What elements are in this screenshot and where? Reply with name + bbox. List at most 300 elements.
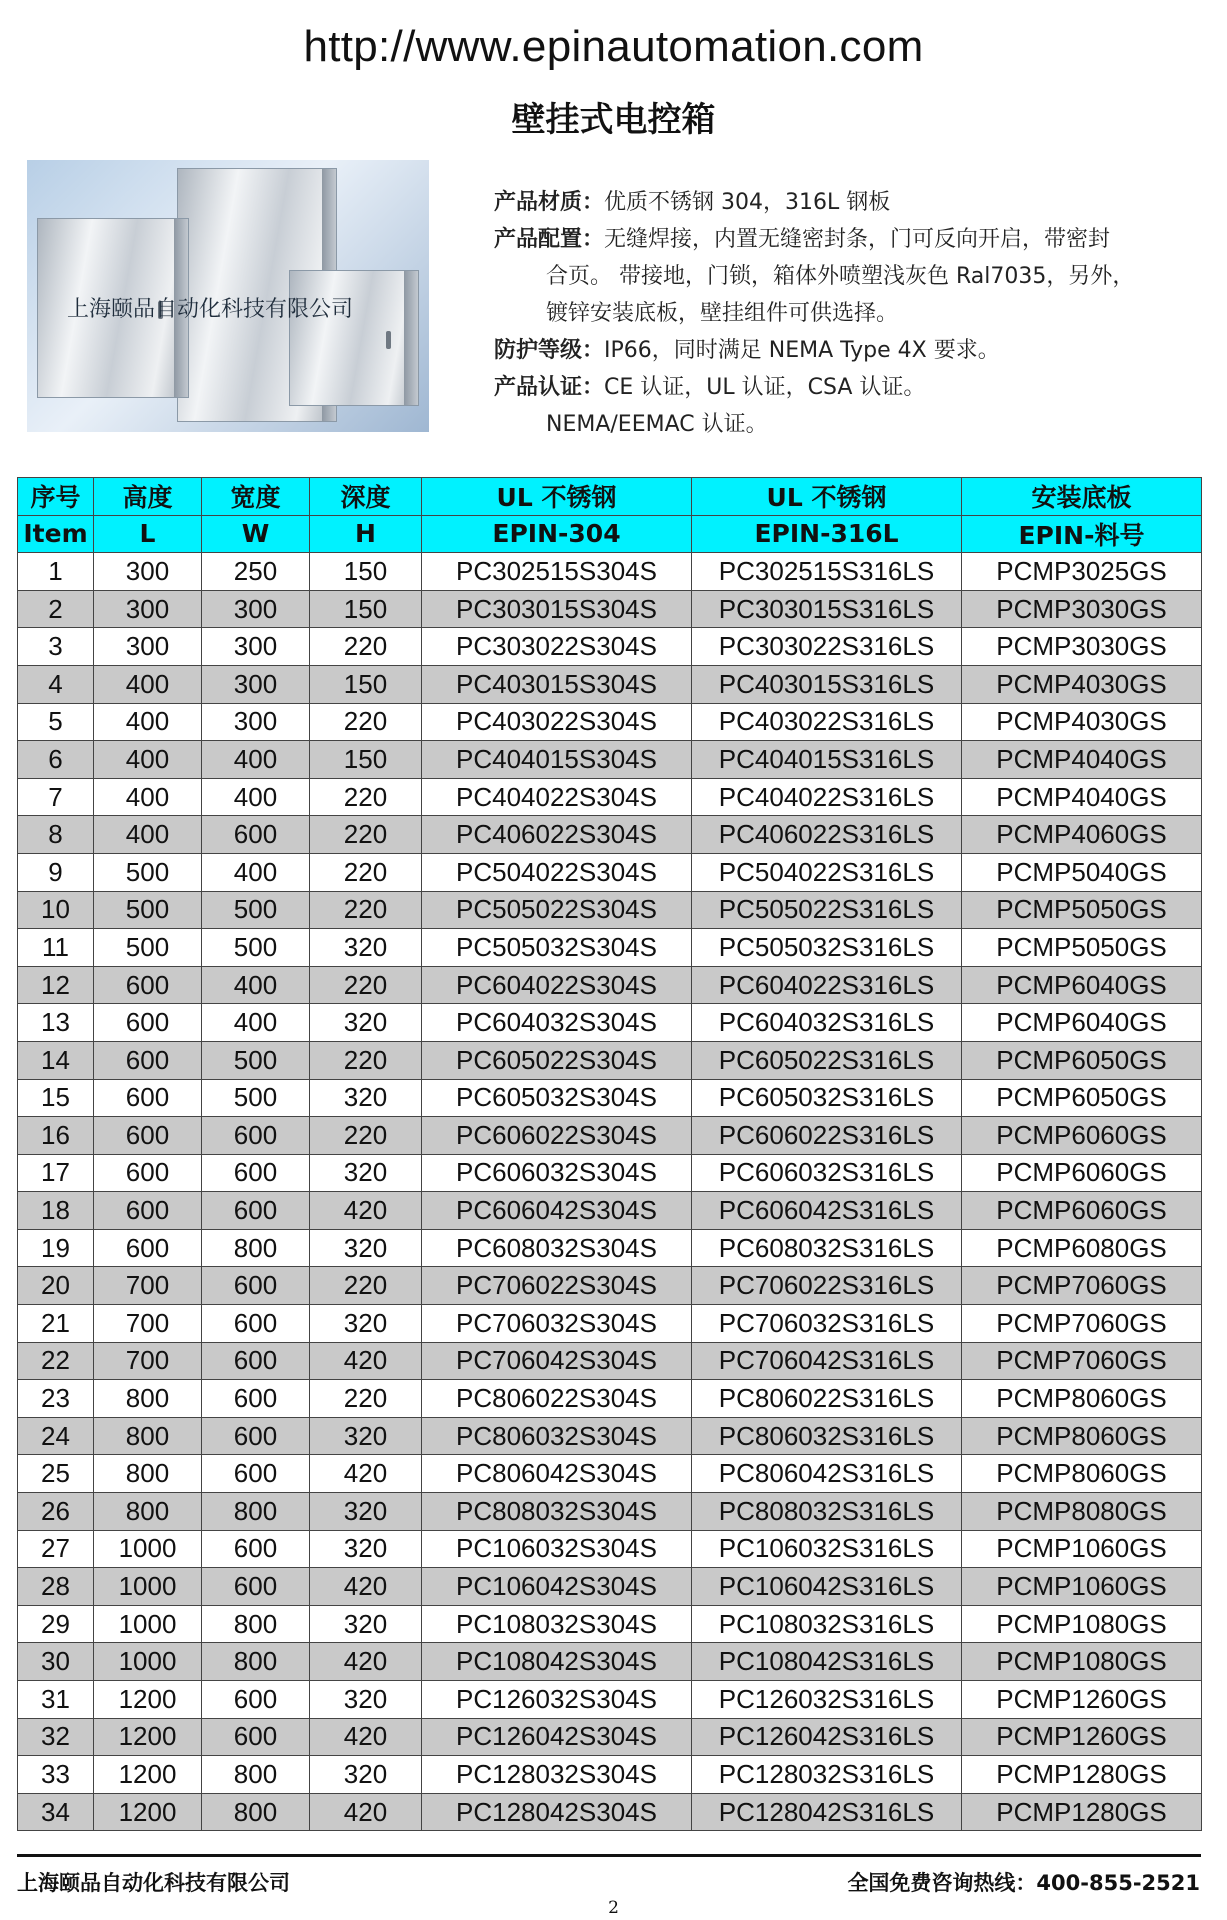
- table-cell: 29: [18, 1605, 94, 1643]
- table-cell: PCMP5050GS: [962, 929, 1202, 967]
- table-row: [18, 1079, 1202, 1117]
- table-cell: PC706042S304S: [422, 1342, 692, 1380]
- table-cell: 800: [202, 1605, 310, 1643]
- table-cell: PCMP1080GS: [962, 1643, 1202, 1681]
- table-cell: PC706042S316LS: [692, 1342, 962, 1380]
- table-cell: 320: [310, 1079, 422, 1117]
- table-cell: 12: [18, 966, 94, 1004]
- table-cell: 1: [18, 553, 94, 591]
- table-cell: PC108042S304S: [422, 1643, 692, 1681]
- table-row: [18, 1718, 1202, 1756]
- product-table: [17, 477, 1202, 1831]
- table-row: [18, 778, 1202, 816]
- table-cell: 17: [18, 1154, 94, 1192]
- table-row: [18, 590, 1202, 628]
- table-cell: PCMP4040GS: [962, 741, 1202, 779]
- table-cell: 600: [202, 1154, 310, 1192]
- table-cell: 8: [18, 816, 94, 854]
- table-cell: PC108032S304S: [422, 1605, 692, 1643]
- table-cell: 18: [18, 1192, 94, 1230]
- table-row: [18, 1793, 1202, 1831]
- table-cell: 1200: [94, 1718, 202, 1756]
- table-cell: 220: [310, 1041, 422, 1079]
- table-cell: PC808032S316LS: [692, 1493, 962, 1531]
- table-cell: 800: [94, 1380, 202, 1418]
- table-cell: 320: [310, 1605, 422, 1643]
- table-cell: 600: [202, 816, 310, 854]
- table-row: [18, 628, 1202, 666]
- table-cell: PCMP7060GS: [962, 1305, 1202, 1343]
- footer-company: 上海颐品自动化科技有限公司: [17, 1871, 290, 1895]
- table-cell: 600: [202, 1417, 310, 1455]
- table-cell: 15: [18, 1079, 94, 1117]
- table-row: [18, 1380, 1202, 1418]
- table-cell: 500: [202, 1079, 310, 1117]
- table-row: [18, 1305, 1202, 1343]
- table-row: [18, 1756, 1202, 1794]
- table-cell: 600: [94, 1117, 202, 1155]
- table-cell: PC126042S304S: [422, 1718, 692, 1756]
- table-row: [18, 1229, 1202, 1267]
- header-cell: EPIN-料号: [962, 515, 1202, 553]
- table-cell: 1000: [94, 1643, 202, 1681]
- spec-config-label: 产品配置：: [494, 227, 605, 252]
- table-cell: 800: [202, 1793, 310, 1831]
- header-cell: UL 不锈钢: [692, 478, 962, 516]
- table-cell: PC404022S316LS: [692, 778, 962, 816]
- table-cell: PCMP8060GS: [962, 1380, 1202, 1418]
- table-cell: 5: [18, 703, 94, 741]
- table-cell: PCMP6050GS: [962, 1041, 1202, 1079]
- table-row: [18, 665, 1202, 703]
- table-cell: 420: [310, 1192, 422, 1230]
- table-cell: PC806022S316LS: [692, 1380, 962, 1418]
- table-cell: PC608032S316LS: [692, 1229, 962, 1267]
- table-cell: 400: [94, 703, 202, 741]
- table-cell: 600: [202, 1455, 310, 1493]
- table-row: [18, 1643, 1202, 1681]
- table-cell: PCMP6060GS: [962, 1192, 1202, 1230]
- table-cell: 420: [310, 1568, 422, 1606]
- table-cell: 320: [310, 1681, 422, 1719]
- spec-cert-value: CE 认证，UL 认证，CSA 认证。: [604, 375, 926, 400]
- table-cell: 1200: [94, 1681, 202, 1719]
- table-header-cn: [18, 478, 1202, 516]
- table-row: [18, 553, 1202, 591]
- table-cell: 220: [310, 966, 422, 1004]
- table-cell: 400: [202, 778, 310, 816]
- table-cell: PC106042S316LS: [692, 1568, 962, 1606]
- table-cell: PC126032S304S: [422, 1681, 692, 1719]
- table-row: [18, 1417, 1202, 1455]
- table-cell: 2: [18, 590, 94, 628]
- table-cell: 500: [202, 929, 310, 967]
- table-cell: 9: [18, 853, 94, 891]
- table-cell: 320: [310, 1305, 422, 1343]
- table-cell: 300: [202, 628, 310, 666]
- table-cell: 800: [94, 1455, 202, 1493]
- spec-material-value: 优质不锈钢 304，316L 钢板: [604, 190, 891, 215]
- table-cell: 500: [202, 1041, 310, 1079]
- table-cell: PC504022S316LS: [692, 853, 962, 891]
- header-cell: 深度: [310, 478, 422, 516]
- table-row: [18, 816, 1202, 854]
- table-cell: 600: [94, 1004, 202, 1042]
- table-cell: 27: [18, 1530, 94, 1568]
- table-cell: 600: [202, 1117, 310, 1155]
- table-row: [18, 1605, 1202, 1643]
- table-cell: 150: [310, 553, 422, 591]
- table-cell: 600: [202, 1530, 310, 1568]
- header-cell: 宽度: [202, 478, 310, 516]
- table-cell: 1200: [94, 1756, 202, 1794]
- table-cell: PC302515S316LS: [692, 553, 962, 591]
- table-cell: 4: [18, 665, 94, 703]
- table-cell: 16: [18, 1117, 94, 1155]
- table-cell: PC108042S316LS: [692, 1643, 962, 1681]
- table-cell: 22: [18, 1342, 94, 1380]
- page-title: 壁挂式电控箱: [511, 100, 716, 140]
- table-cell: 700: [94, 1342, 202, 1380]
- table-cell: 400: [94, 816, 202, 854]
- table-row: [18, 1568, 1202, 1606]
- table-cell: 6: [18, 741, 94, 779]
- table-cell: PCMP1260GS: [962, 1681, 1202, 1719]
- table-row: [18, 1004, 1202, 1042]
- table-cell: 14: [18, 1041, 94, 1079]
- table-cell: PC505032S316LS: [692, 929, 962, 967]
- table-row: [18, 1192, 1202, 1230]
- table-cell: 11: [18, 929, 94, 967]
- table-cell: PC808032S304S: [422, 1493, 692, 1531]
- table-row: [18, 1530, 1202, 1568]
- table-cell: PCMP4040GS: [962, 778, 1202, 816]
- table-cell: PC404015S316LS: [692, 741, 962, 779]
- table-header-en: [18, 515, 1202, 553]
- table-cell: PC403015S316LS: [692, 665, 962, 703]
- table-cell: PC406022S304S: [422, 816, 692, 854]
- table-cell: 1000: [94, 1568, 202, 1606]
- table-cell: 220: [310, 778, 422, 816]
- table-cell: PCMP3030GS: [962, 590, 1202, 628]
- table-cell: 500: [94, 853, 202, 891]
- table-cell: PCMP8060GS: [962, 1455, 1202, 1493]
- table-cell: PCMP1280GS: [962, 1793, 1202, 1831]
- table-cell: PCMP8080GS: [962, 1493, 1202, 1531]
- table-cell: PC806042S316LS: [692, 1455, 962, 1493]
- table-cell: 700: [94, 1267, 202, 1305]
- spec-cert-line2: NEMA/EEMAC 认证。: [546, 412, 768, 437]
- table-cell: 300: [202, 590, 310, 628]
- table-cell: 220: [310, 1117, 422, 1155]
- table-cell: 800: [202, 1229, 310, 1267]
- table-cell: 320: [310, 1756, 422, 1794]
- table-cell: PC106032S316LS: [692, 1530, 962, 1568]
- spec-protection-value: IP66，同时满足 NEMA Type 4X 要求。: [604, 338, 1000, 363]
- table-cell: PC128042S316LS: [692, 1793, 962, 1831]
- table-cell: PCMP3030GS: [962, 628, 1202, 666]
- table-cell: PCMP3025GS: [962, 553, 1202, 591]
- spec-cert-label: 产品认证：: [494, 375, 605, 400]
- table-cell: PC606042S316LS: [692, 1192, 962, 1230]
- table-cell: 19: [18, 1229, 94, 1267]
- table-cell: PCMP6060GS: [962, 1154, 1202, 1192]
- table-cell: PCMP5050GS: [962, 891, 1202, 929]
- table-cell: 220: [310, 703, 422, 741]
- table-cell: 600: [202, 1380, 310, 1418]
- table-cell: 320: [310, 1417, 422, 1455]
- spec-material-label: 产品材质：: [494, 190, 605, 215]
- table-cell: 420: [310, 1643, 422, 1681]
- table-cell: 150: [310, 741, 422, 779]
- table-cell: PC606032S304S: [422, 1154, 692, 1192]
- table-cell: PC106032S304S: [422, 1530, 692, 1568]
- table-cell: PC606042S304S: [422, 1192, 692, 1230]
- table-cell: 600: [94, 1079, 202, 1117]
- table-cell: 320: [310, 1493, 422, 1531]
- table-cell: PCMP4060GS: [962, 816, 1202, 854]
- header-cell: W: [202, 515, 310, 553]
- table-cell: 400: [94, 665, 202, 703]
- header-cell: 高度: [94, 478, 202, 516]
- table-cell: PCMP4030GS: [962, 665, 1202, 703]
- table-cell: 21: [18, 1305, 94, 1343]
- table-cell: 600: [94, 1192, 202, 1230]
- table-cell: 420: [310, 1342, 422, 1380]
- spec-config-line1: 无缝焊接，内置无缝密封条，门可反向开启，带密封: [604, 227, 1111, 252]
- table-cell: 3: [18, 628, 94, 666]
- table-cell: 600: [202, 1568, 310, 1606]
- table-cell: 320: [310, 1004, 422, 1042]
- table-cell: 600: [94, 1229, 202, 1267]
- table-cell: 32: [18, 1718, 94, 1756]
- table-cell: PC505022S316LS: [692, 891, 962, 929]
- table-cell: PC806032S316LS: [692, 1417, 962, 1455]
- table-cell: PC504022S304S: [422, 853, 692, 891]
- table-cell: PC606032S316LS: [692, 1154, 962, 1192]
- header-cell: UL 不锈钢: [422, 478, 692, 516]
- table-cell: 320: [310, 1530, 422, 1568]
- table-cell: 500: [202, 891, 310, 929]
- table-cell: PCMP7060GS: [962, 1267, 1202, 1305]
- table-cell: PC608032S304S: [422, 1229, 692, 1267]
- table-cell: PCMP6040GS: [962, 1004, 1202, 1042]
- table-cell: 800: [202, 1756, 310, 1794]
- table-cell: PC404015S304S: [422, 741, 692, 779]
- table-cell: PCMP7060GS: [962, 1342, 1202, 1380]
- table-cell: 220: [310, 853, 422, 891]
- table-cell: 800: [202, 1643, 310, 1681]
- table-cell: 400: [202, 741, 310, 779]
- table-cell: PC706032S304S: [422, 1305, 692, 1343]
- table-row: [18, 1041, 1202, 1079]
- table-cell: PC303015S304S: [422, 590, 692, 628]
- product-photo: [27, 160, 429, 432]
- spec-config-line2: 合页。 带接地，门锁，箱体外喷塑浅灰色 Ral7035，另外，: [546, 264, 1135, 289]
- enclosure-small: [289, 270, 419, 406]
- spec-config: [494, 221, 1194, 258]
- table-cell: 420: [310, 1793, 422, 1831]
- table-row: [18, 853, 1202, 891]
- table-cell: 500: [94, 929, 202, 967]
- table-cell: 300: [202, 703, 310, 741]
- table-cell: 600: [94, 1041, 202, 1079]
- table-row: [18, 1681, 1202, 1719]
- table-cell: 320: [310, 929, 422, 967]
- table-cell: PC706022S304S: [422, 1267, 692, 1305]
- table-cell: 600: [202, 1718, 310, 1756]
- table-cell: 400: [94, 778, 202, 816]
- table-cell: PC108032S316LS: [692, 1605, 962, 1643]
- header-cell: EPIN-316L: [692, 515, 962, 553]
- table-cell: 28: [18, 1568, 94, 1606]
- table-cell: 31: [18, 1681, 94, 1719]
- header-cell: L: [94, 515, 202, 553]
- table-cell: 26: [18, 1493, 94, 1531]
- table-cell: PC128032S304S: [422, 1756, 692, 1794]
- spec-protection-label: 防护等级：: [494, 338, 605, 363]
- table-cell: 600: [202, 1267, 310, 1305]
- table-row: [18, 1117, 1202, 1155]
- table-cell: PCMP1060GS: [962, 1530, 1202, 1568]
- table-cell: 600: [202, 1681, 310, 1719]
- table-cell: PC404022S304S: [422, 778, 692, 816]
- table-cell: PC605032S304S: [422, 1079, 692, 1117]
- footer-hotline: 全国免费咨询热线：400-855-2521: [847, 1871, 1200, 1895]
- table-cell: PC403022S304S: [422, 703, 692, 741]
- table-cell: 600: [94, 966, 202, 1004]
- table-cell: PC126032S316LS: [692, 1681, 962, 1719]
- table-cell: 420: [310, 1718, 422, 1756]
- table-cell: PC126042S316LS: [692, 1718, 962, 1756]
- table-row: [18, 1267, 1202, 1305]
- table-cell: 150: [310, 590, 422, 628]
- table-cell: PCMP6050GS: [962, 1079, 1202, 1117]
- table-cell: 500: [94, 891, 202, 929]
- table-cell: 320: [310, 1154, 422, 1192]
- table-cell: PC604032S316LS: [692, 1004, 962, 1042]
- table-cell: PCMP1080GS: [962, 1605, 1202, 1643]
- table-cell: 300: [94, 553, 202, 591]
- table-cell: 320: [310, 1229, 422, 1267]
- table-cell: PC604022S304S: [422, 966, 692, 1004]
- table-cell: 400: [202, 966, 310, 1004]
- table-cell: 700: [94, 1305, 202, 1343]
- table-cell: 600: [94, 1154, 202, 1192]
- table-cell: PC806032S304S: [422, 1417, 692, 1455]
- table-row: [18, 1493, 1202, 1531]
- table-row: [18, 966, 1202, 1004]
- table-cell: PC606022S316LS: [692, 1117, 962, 1155]
- table-cell: PCMP1280GS: [962, 1756, 1202, 1794]
- table-cell: 400: [202, 853, 310, 891]
- table-cell: PC128042S304S: [422, 1793, 692, 1831]
- table-cell: PC605022S316LS: [692, 1041, 962, 1079]
- table-row: [18, 1154, 1202, 1192]
- table-cell: 420: [310, 1455, 422, 1493]
- table-cell: PCMP1060GS: [962, 1568, 1202, 1606]
- table-cell: PC106042S304S: [422, 1568, 692, 1606]
- table-cell: PCMP6060GS: [962, 1117, 1202, 1155]
- table-cell: 20: [18, 1267, 94, 1305]
- product-specs: [494, 184, 1194, 443]
- table-cell: 220: [310, 628, 422, 666]
- footer-divider: [17, 1854, 1201, 1857]
- header-cell: H: [310, 515, 422, 553]
- table-cell: 220: [310, 1380, 422, 1418]
- table-cell: PC604032S304S: [422, 1004, 692, 1042]
- page-number: 2: [608, 1898, 619, 1918]
- table-row: [18, 1455, 1202, 1493]
- spec-config-line3: 镀锌安装底板，壁挂组件可供选择。: [546, 301, 899, 326]
- table-row: [18, 929, 1202, 967]
- header-cell: 安装底板: [962, 478, 1202, 516]
- table-cell: PC406022S316LS: [692, 816, 962, 854]
- table-cell: 1000: [94, 1605, 202, 1643]
- table-cell: PCMP4030GS: [962, 703, 1202, 741]
- table-cell: PC706032S316LS: [692, 1305, 962, 1343]
- photo-watermark-caption: 上海颐品自动化科技有限公司: [67, 297, 354, 322]
- table-cell: 600: [202, 1342, 310, 1380]
- table-cell: PC303022S316LS: [692, 628, 962, 666]
- table-cell: 23: [18, 1380, 94, 1418]
- table-cell: 250: [202, 553, 310, 591]
- table-cell: 33: [18, 1756, 94, 1794]
- table-cell: PC505022S304S: [422, 891, 692, 929]
- table-cell: 220: [310, 816, 422, 854]
- table-cell: 800: [94, 1417, 202, 1455]
- table-row: [18, 891, 1202, 929]
- table-cell: 150: [310, 665, 422, 703]
- table-cell: 800: [94, 1493, 202, 1531]
- table-cell: PC605032S316LS: [692, 1079, 962, 1117]
- table-cell: 30: [18, 1643, 94, 1681]
- table-cell: 300: [202, 665, 310, 703]
- table-cell: PC403022S316LS: [692, 703, 962, 741]
- table-cell: PC505032S304S: [422, 929, 692, 967]
- table-cell: PC806042S304S: [422, 1455, 692, 1493]
- header-cell: 序号: [18, 478, 94, 516]
- table-cell: 220: [310, 1267, 422, 1305]
- spec-cert: [494, 369, 1194, 406]
- table-cell: PC303022S304S: [422, 628, 692, 666]
- table-cell: PC604022S316LS: [692, 966, 962, 1004]
- table-cell: PC806022S304S: [422, 1380, 692, 1418]
- table-cell: PC606022S304S: [422, 1117, 692, 1155]
- table-cell: 34: [18, 1793, 94, 1831]
- table-cell: PC128032S316LS: [692, 1756, 962, 1794]
- table-cell: PCMP6080GS: [962, 1229, 1202, 1267]
- table-row: [18, 703, 1202, 741]
- table-cell: PCMP8060GS: [962, 1417, 1202, 1455]
- table-cell: 1000: [94, 1530, 202, 1568]
- table-cell: PC706022S316LS: [692, 1267, 962, 1305]
- table-cell: 600: [202, 1305, 310, 1343]
- header-cell: EPIN-304: [422, 515, 692, 553]
- table-cell: 400: [94, 741, 202, 779]
- table-cell: 7: [18, 778, 94, 816]
- website-url: http://www.epinautomation.com: [303, 22, 924, 71]
- spec-protection: [494, 332, 1194, 369]
- table-cell: 220: [310, 891, 422, 929]
- table-cell: 24: [18, 1417, 94, 1455]
- table-row: [18, 1342, 1202, 1380]
- header-cell: Item: [18, 515, 94, 553]
- table-cell: 25: [18, 1455, 94, 1493]
- table-cell: 300: [94, 628, 202, 666]
- table-cell: PCMP6040GS: [962, 966, 1202, 1004]
- table-cell: PCMP5040GS: [962, 853, 1202, 891]
